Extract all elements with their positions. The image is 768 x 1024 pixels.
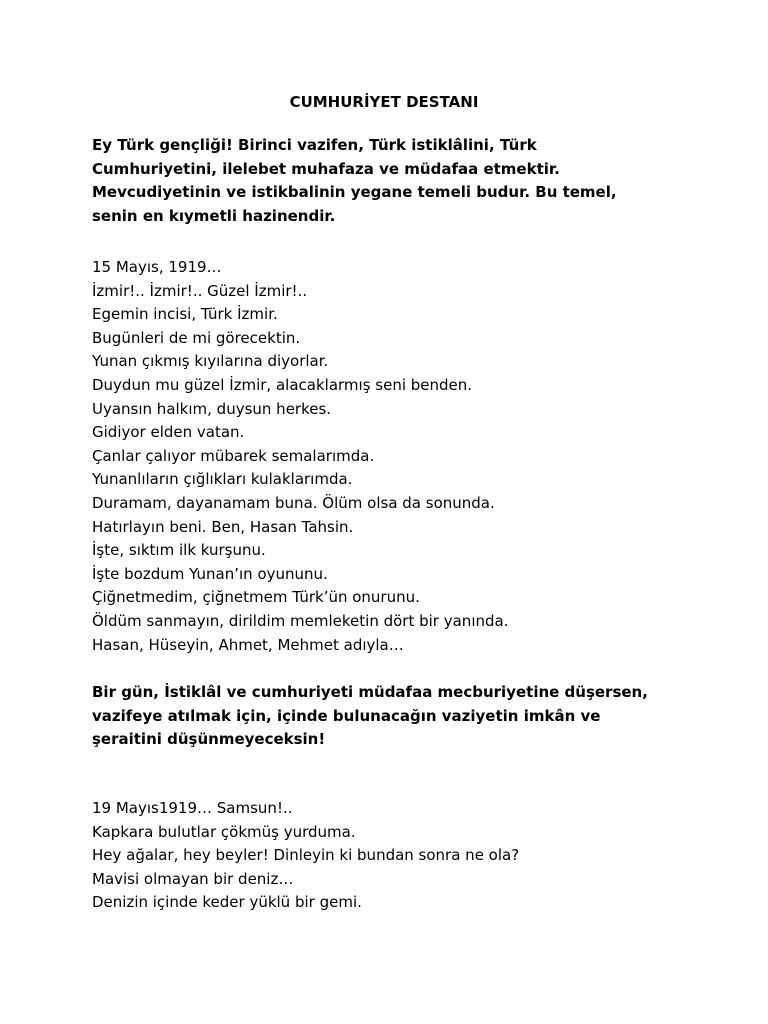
text-line: Duramam, dayanamam buna. Ölüm olsa da sonunda. <box>92 493 495 512</box>
text-line: Çanlar çalıyor mübarek semalarımda. <box>92 446 375 465</box>
text-line: Hatırlayın beni. Ben, Hasan Tahsin. <box>92 517 354 536</box>
text-line: Yunan çıkmış kıyılarına diyorlar. <box>92 352 329 371</box>
text-line: İşte, sıktım ilk kurşunu. <box>92 541 266 560</box>
samsun-stanza <box>92 797 712 915</box>
text-line: Denizin içinde keder yüklü bir gemi. <box>92 893 362 912</box>
text-line: Hasan, Hüseyin, Ahmet, Mehmet adıyla… <box>92 635 404 654</box>
text-line: Bugünleri de mi görecektin. <box>92 328 301 347</box>
text-line: İzmir!.. İzmir!.. Güzel İzmir!.. <box>92 281 308 300</box>
text-line: Öldüm sanmayın, dirildim memleketin dört bir yanında. <box>92 611 509 630</box>
text-line: Hey ağalar, hey beyler! Dinleyin ki bundan sonra ne ola? <box>92 846 520 865</box>
text-line: Mavisi olmayan bir deniz… <box>92 869 294 888</box>
youth-address-paragraph <box>92 134 712 228</box>
text-line: 15 Mayıs, 1919… <box>92 258 222 276</box>
text-line: Mevcudiyetinin ve istikbalinin yegane temeli budur. Bu temel, <box>92 183 617 202</box>
page-title: CUMHURİYET DESTANI <box>289 93 479 111</box>
text-line: senin en kıymetli hazinendir. <box>92 206 336 225</box>
text-line: Yunanlıların çığlıkları kulaklarımda. <box>92 470 353 489</box>
text-line: vazifeye atılmak için, içinde bulunacağın vaziyetin imkân ve <box>92 706 601 725</box>
izmir-stanza <box>92 256 712 657</box>
text-line: Gidiyor elden vatan. <box>92 423 245 442</box>
text-line: şeraitini düşünmeyeceksin! <box>92 730 326 749</box>
text-line: Çiğnetmedim, çiğnetmem Türk’ün onurunu. <box>92 588 420 607</box>
text-line: 19 Mayıs1919… Samsun!.. <box>92 799 293 817</box>
independence-paragraph <box>92 681 712 752</box>
text-line: Cumhuriyetini, ilelebet muhafaza ve müdafaa etmektir. <box>92 159 560 178</box>
text-line: Uyansın halkım, duysun herkes. <box>92 399 332 418</box>
text-line: Duydun mu güzel İzmir, alacaklarmış seni benden. <box>92 375 473 394</box>
text-line: Ey Türk gençliği! Birinci vazifen, Türk istiklâlini, Türk <box>92 136 537 154</box>
text-line: Bir gün, İstiklâl ve cumhuriyeti müdafaa mecburiyetine düşersen, <box>92 683 648 701</box>
text-line: İşte bozdum Yunan’ın oyununu. <box>92 564 328 583</box>
text-line: Egemin incisi, Türk İzmir. <box>92 305 278 324</box>
text-line: Kapkara bulutlar çökmüş yurduma. <box>92 822 356 841</box>
